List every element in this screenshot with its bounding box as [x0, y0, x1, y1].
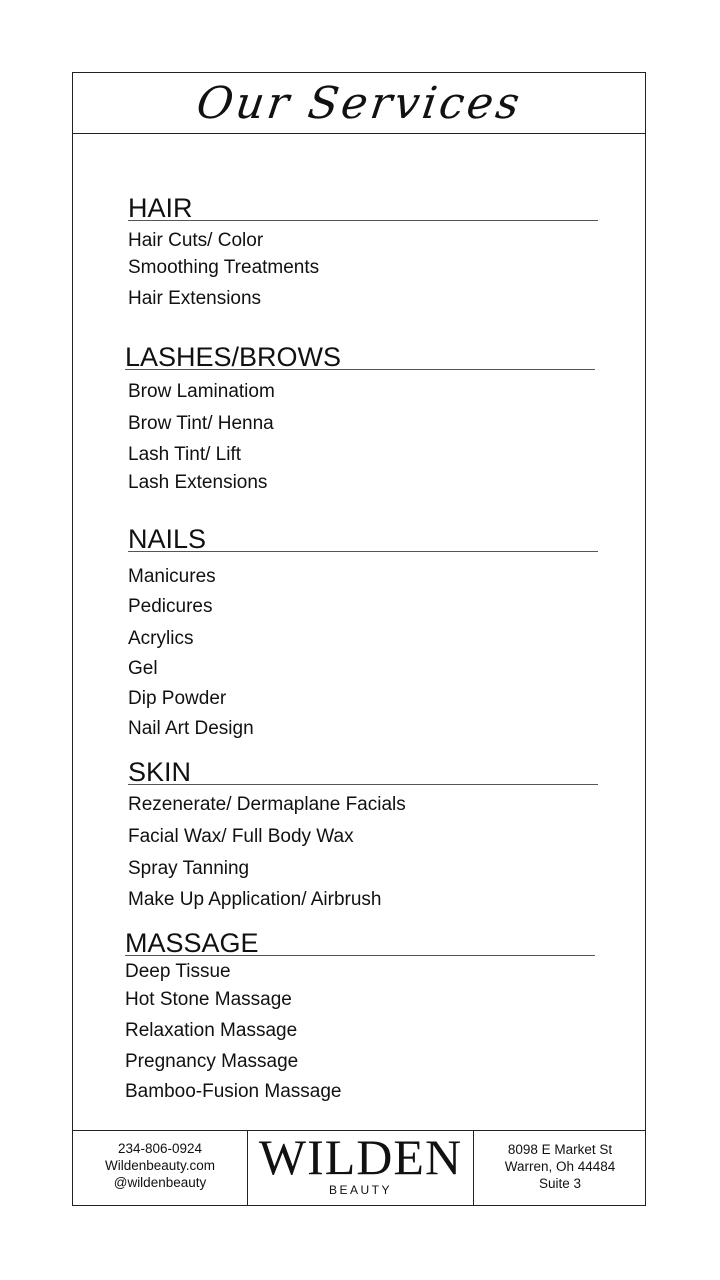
- service-item: Dip Powder: [128, 688, 227, 709]
- service-item: Deep Tissue: [125, 961, 231, 982]
- service-item: Pedicures: [128, 596, 213, 617]
- service-item: Relaxation Massage: [125, 1020, 298, 1041]
- social-handle: @wildenbeauty: [113, 1175, 207, 1190]
- service-item: Lash Tint/ Lift: [128, 444, 242, 465]
- address-line: 8098 E Market St: [507, 1142, 613, 1157]
- brand-logo: [248, 1131, 474, 1205]
- service-item: Nail Art Design: [128, 718, 254, 739]
- contact-info: [73, 1131, 248, 1205]
- address-line: Warren, Oh 44484: [504, 1159, 616, 1174]
- section-divider: [128, 220, 598, 221]
- section-nails: [128, 524, 598, 739]
- service-item: Pregnancy Massage: [125, 1051, 299, 1072]
- page-title: Our Services: [192, 78, 526, 129]
- service-item: Rezenerate/ Dermaplane Facials: [128, 794, 406, 815]
- service-item: Manicures: [128, 566, 216, 587]
- service-item: Hot Stone Massage: [125, 989, 292, 1010]
- section-heading: HAIR: [128, 193, 193, 223]
- address-line: Suite 3: [538, 1176, 582, 1191]
- address: [474, 1131, 646, 1205]
- section-heading: MASSAGE: [125, 928, 259, 958]
- section-lashes-brows: [125, 342, 595, 493]
- section-hair: [128, 193, 598, 309]
- service-item: Gel: [128, 658, 158, 679]
- section-heading: LASHES/BROWS: [125, 342, 342, 372]
- section-massage: [125, 928, 595, 1102]
- services-card: [72, 72, 646, 1206]
- service-item: Facial Wax/ Full Body Wax: [128, 826, 354, 847]
- section-heading: SKIN: [128, 757, 192, 787]
- phone-number: 234-806-0924: [117, 1141, 203, 1156]
- service-item: Hair Cuts/ Color: [128, 230, 264, 251]
- service-item: Smoothing Treatments: [128, 257, 320, 278]
- section-divider: [128, 784, 598, 785]
- brand-name: WILDEN: [258, 1129, 463, 1185]
- website: Wildenbeauty.com: [104, 1158, 216, 1173]
- footer: [73, 1130, 645, 1205]
- brand-subtitle: BEAUTY: [328, 1183, 392, 1197]
- service-item: Bamboo-Fusion Massage: [125, 1081, 342, 1102]
- section-heading: NAILS: [128, 524, 207, 554]
- section-skin: [128, 757, 598, 910]
- service-item: Brow Tint/ Henna: [128, 413, 274, 434]
- service-item: Acrylics: [128, 628, 194, 649]
- header: [73, 73, 645, 134]
- service-item: Spray Tanning: [128, 858, 250, 879]
- service-item: Brow Laminatiom: [128, 381, 275, 402]
- service-item: Lash Extensions: [128, 472, 268, 493]
- service-item: Hair Extensions: [128, 288, 262, 309]
- service-item: Make Up Application/ Airbrush: [128, 889, 382, 910]
